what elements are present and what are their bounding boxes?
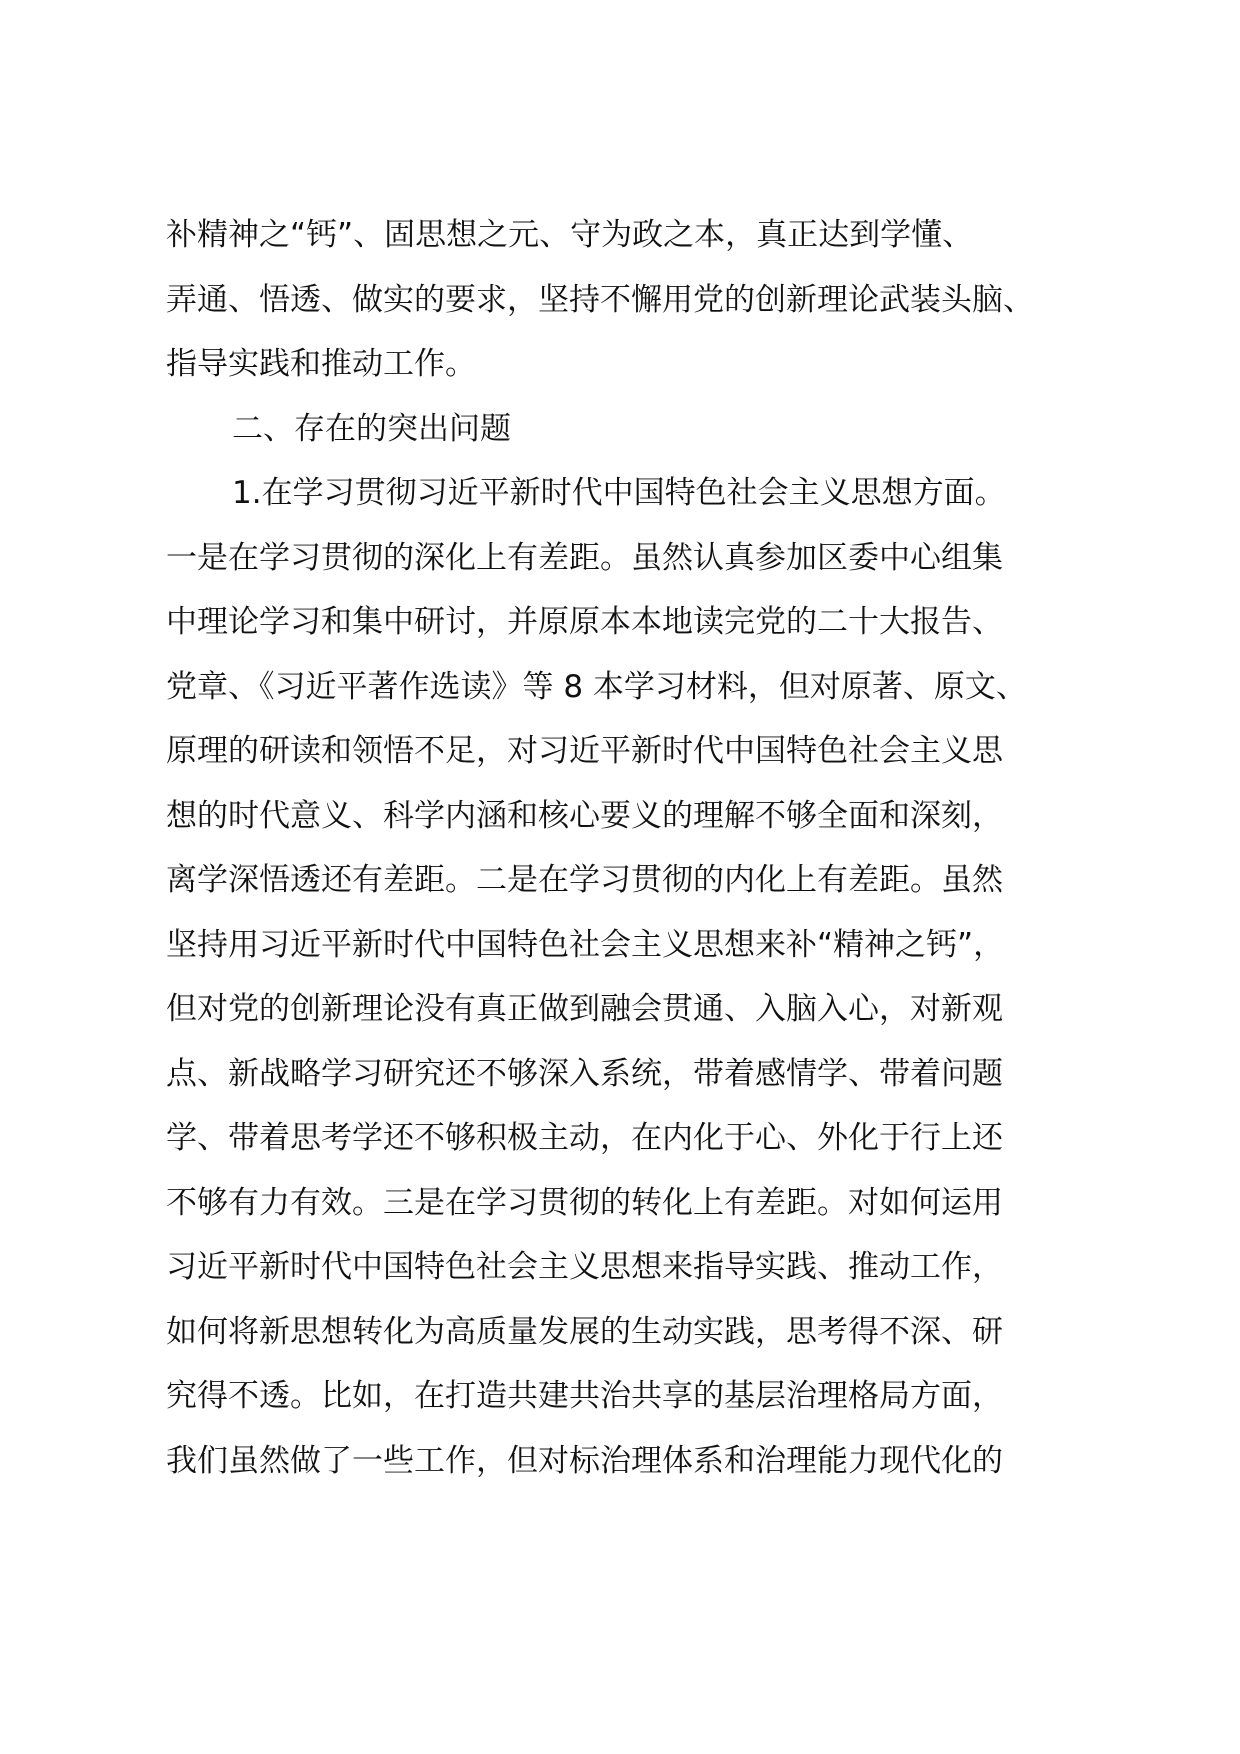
text-line: 离学深悟透还有差距。二是在学习贯彻的内化上有差距。虽然 — [166, 862, 1003, 898]
text-line: 不够有力有效。三是在学习贯彻的转化上有差距。对如何运用 — [166, 1184, 1003, 1221]
text-line: 究得不透。比如，在打造共建共治共享的基层治理格局方面， — [166, 1378, 1003, 1414]
text-line: 学、带着思考学还不够积极主动，在内化于心、外化于行上还 — [166, 1120, 1003, 1156]
text-line: 坚持用习近平新时代中国特色社会主义思想来补“精神之钙”， — [166, 926, 1005, 963]
text-line: 习近平新时代中国特色社会主义思想来指导实践、推动工作， — [166, 1249, 1003, 1285]
text-line: 党章、《习近平著作选读》等 8 本学习材料，但对原著、原文、 — [166, 668, 1027, 705]
text-line: 补精神之“钙”、固思想之元、守为政之本，真正达到学懂、 — [166, 217, 974, 253]
text-line: 一是在学习贯彻的深化上有差距。虽然认真参加区委中心组集 — [166, 539, 1003, 576]
section-heading: 二、存在的突出问题 — [232, 410, 511, 447]
text-line: 想的时代意义、科学内涵和核心要义的理解不够全面和深刻， — [166, 797, 1003, 834]
text-line: 中理论学习和集中研讨，并原原本本地读完党的二十大报告、 — [166, 604, 1003, 640]
subsection-heading: 1.在学习贯彻习近平新时代中国特色社会主义思想方面。 — [232, 475, 1006, 511]
text-line: 但对党的创新理论没有真正做到融会贯通、入脑入心，对新观 — [166, 991, 1003, 1027]
body-text — [166, 203, 1126, 1493]
text-line: 如何将新思想转化为高质量发展的生动实践，思考得不深、研 — [166, 1313, 1003, 1350]
text-line: 我们虽然做了一些工作，但对标治理体系和治理能力现代化的 — [166, 1442, 1003, 1479]
text-line: 弄通、悟透、做实的要求，坚持不懈用党的创新理论武装头脑、 — [166, 281, 1034, 318]
text-line: 指导实践和推动工作。 — [166, 346, 476, 382]
text-line: 原理的研读和领悟不足，对习近平新时代中国特色社会主义思 — [166, 733, 1003, 769]
text-line: 点、新战略学习研究还不够深入系统，带着感情学、带着问题 — [166, 1055, 1003, 1092]
